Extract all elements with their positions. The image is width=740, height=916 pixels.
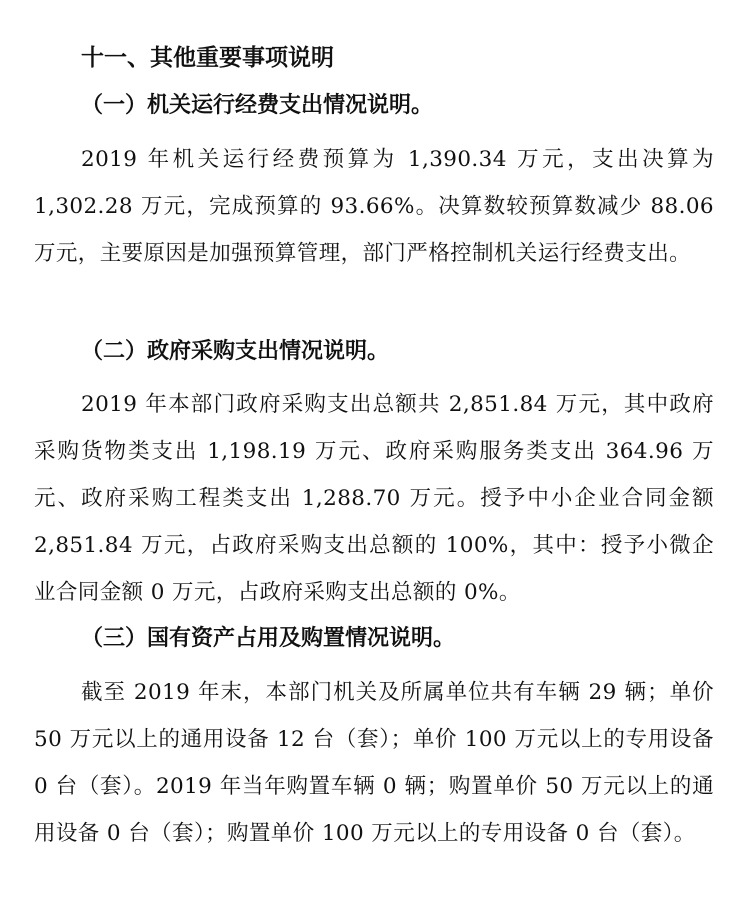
subsection-heading-operating-expenses: （一）机关运行经费支出情况说明。 <box>81 93 434 118</box>
subsection-heading-state-assets: （三）国有资产占用及购置情况说明。 <box>81 626 456 651</box>
subsection-body-government-procurement: 2019 年本部门政府采购支出总额共 2,851.84 万元，其中政府采购货物类支出 1,198.19 万元、政府采购服务类支出 364.96 万元、政府采购工程类支出 1,288.70 万元。授予中小企业合同金额 2,851.84 万元，占政府采购支出总额的 100%，其中：授予小微企业合同金额 0 万元，占政府采购支出总额的 0%。 <box>34 392 714 605</box>
subsection-body-state-assets: 截至 2019 年末，本部门机关及所属单位共有车辆 29 辆；单价 50 万元以上的通用设备 12 台（套）；单价 100 万元以上的专用设备 0 台（套）。2019 年当年购置车辆 0 辆；购置单价 50 万元以上的通用设备 0 台（套）；购置单价 100 万元以上的专用设备 0 台（套）。 <box>34 680 714 846</box>
subsection-body-operating-expenses: 2019 年机关运行经费预算为 1,390.34 万元，支出决算为 1,302.28 万元，完成预算的 93.66%。决算数较预算数减少 88.06 万元，主要原因是加强预算管理，部门严格控制机关运行经费支出。 <box>34 147 714 266</box>
subsection-heading-government-procurement: （二）政府采购支出情况说明。 <box>81 339 390 364</box>
section-title: 十一、其他重要事项说明 <box>81 45 334 71</box>
